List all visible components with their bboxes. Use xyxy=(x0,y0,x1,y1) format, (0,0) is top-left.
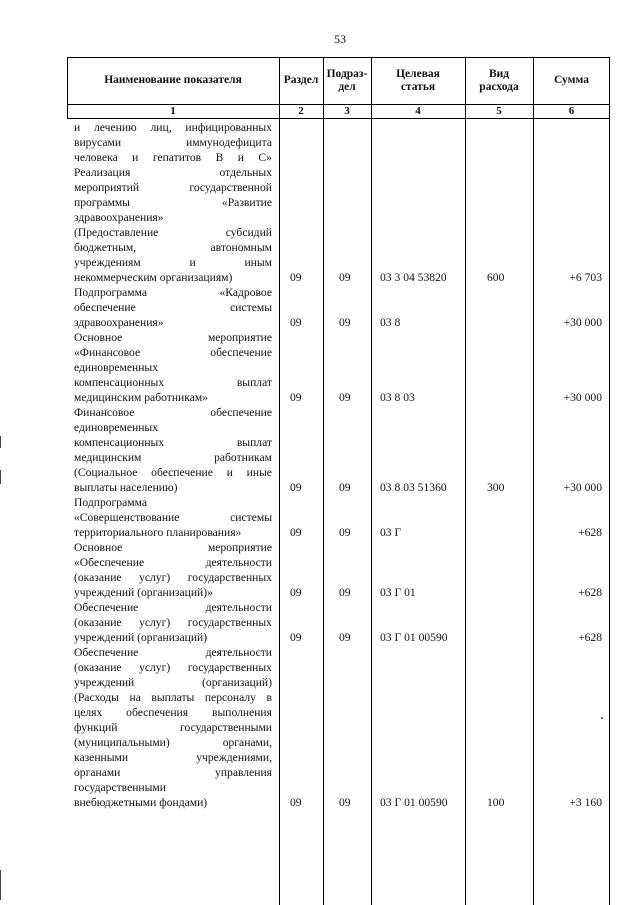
row-razdel: 09 xyxy=(290,586,302,599)
row-name-line: Финансовое обеспечение xyxy=(74,406,272,419)
row-name-line: (оказание услуг) государственных xyxy=(74,571,272,584)
row-podrazdel: 09 xyxy=(339,586,351,599)
column-divider xyxy=(465,57,466,905)
row-expense-type: 600 xyxy=(487,271,505,284)
row-razdel: 09 xyxy=(290,271,302,284)
row-name-line: внебюджетными фондами) xyxy=(74,796,208,809)
scan-speck xyxy=(601,717,603,719)
row-name-line: целях обеспечения выполнения xyxy=(74,706,272,719)
row-name-line: (Предоставление субсидий xyxy=(74,226,272,239)
row-name-line: программы «Развитие xyxy=(74,196,272,209)
margin-mark xyxy=(0,470,1,484)
row-name-line: (Расходы на выплаты персоналу в xyxy=(74,691,272,704)
row-podrazdel: 09 xyxy=(339,631,351,644)
row-name-line: вирусами иммунодефицита xyxy=(74,136,272,149)
row-razdel: 09 xyxy=(290,631,302,644)
row-name-line: учреждений (организаций) xyxy=(74,676,272,689)
row-podrazdel: 09 xyxy=(339,526,351,539)
row-razdel: 09 xyxy=(290,481,302,494)
row-podrazdel: 09 xyxy=(339,796,351,809)
row-name-line: территориального планирования» xyxy=(74,526,242,539)
row-razdel: 09 xyxy=(290,526,302,539)
row-name-line: Реализация отдельных xyxy=(74,166,272,179)
row-name-line: учреждениям и иным xyxy=(74,256,272,269)
row-name-line: медицинским работникам xyxy=(74,451,272,464)
header-podrazdel: Подраз- дел xyxy=(326,67,368,93)
row-razdel: 09 xyxy=(290,316,302,329)
margin-mark xyxy=(0,436,1,448)
row-name-line: органами управления xyxy=(74,766,272,779)
row-name-line: единовременных xyxy=(74,361,158,374)
row-expense-type: 300 xyxy=(487,481,505,494)
header-sum: Сумма xyxy=(554,74,589,86)
row-razdel: 09 xyxy=(290,796,302,809)
margin-mark xyxy=(0,870,1,900)
column-number: 4 xyxy=(415,105,421,117)
row-amount: +30 000 xyxy=(563,391,602,404)
row-amount: +628 xyxy=(578,631,602,644)
row-target-article: 03 8 03 51360 xyxy=(380,481,447,494)
row-name-line: государственными xyxy=(74,781,166,794)
row-name-line: некоммерческим организациям) xyxy=(74,271,233,284)
row-name-line: (Социальное обеспечение и иные xyxy=(74,466,272,479)
row-amount: +628 xyxy=(578,526,602,539)
row-name-line: Обеспечение деятельности xyxy=(74,646,272,659)
row-name-line: здравоохранения» xyxy=(74,211,164,224)
row-name-line: (муниципальными) органами, xyxy=(74,736,272,749)
row-target-article: 03 8 03 xyxy=(380,391,415,404)
header-razdel: Раздел xyxy=(283,74,319,86)
row-name-line: мероприятий государственной xyxy=(74,181,272,194)
row-target-article: 03 8 xyxy=(380,316,401,329)
row-name-line: компенсационных выплат xyxy=(74,436,272,449)
numbers-divider xyxy=(67,118,610,119)
row-name-line: функций государственными xyxy=(74,721,272,734)
row-name-line: «Обеспечение деятельности xyxy=(74,556,272,569)
row-target-article: 03 Г xyxy=(380,526,402,539)
column-number: 3 xyxy=(344,105,350,117)
row-amount: +3 160 xyxy=(569,796,602,809)
row-name-line: казенными учреждениями, xyxy=(74,751,272,764)
row-amount: +30 000 xyxy=(563,481,602,494)
row-name-line: Основное мероприятие xyxy=(74,541,272,554)
header-name: Наименование показателя xyxy=(104,74,242,86)
row-expense-type: 100 xyxy=(487,796,505,809)
row-target-article: 03 Г 01 xyxy=(380,586,416,599)
row-name-line: здравоохранения» xyxy=(74,316,164,329)
budget-table xyxy=(67,57,610,905)
row-name-line: обеспечение системы xyxy=(74,301,272,314)
row-podrazdel: 09 xyxy=(339,271,351,284)
column-number: 5 xyxy=(496,105,502,117)
column-divider xyxy=(533,57,534,905)
row-name-line: Основное мероприятие xyxy=(74,331,272,344)
column-divider xyxy=(323,57,324,905)
row-target-article: 03 3 04 53820 xyxy=(380,271,447,284)
row-target-article: 03 Г 01 00590 xyxy=(380,631,448,644)
row-amount: +628 xyxy=(578,586,602,599)
row-name-line: учреждений (организаций) xyxy=(74,631,208,644)
row-amount: +6 703 xyxy=(569,271,602,284)
column-divider xyxy=(609,57,610,905)
row-name-line: Подпрограмма xyxy=(74,496,147,509)
row-name-line: «Совершенствование системы xyxy=(74,511,272,524)
row-name-line: Обеспечение деятельности xyxy=(74,601,272,614)
row-razdel: 09 xyxy=(290,391,302,404)
row-name-line: Подпрограмма «Кадровое xyxy=(74,286,272,299)
row-name-line: бюджетным, автономным xyxy=(74,241,272,254)
row-target-article: 03 Г 01 00590 xyxy=(380,796,448,809)
row-name-line: компенсационных выплат xyxy=(74,376,272,389)
row-podrazdel: 09 xyxy=(339,391,351,404)
column-number: 2 xyxy=(298,105,304,117)
row-name-line: человека и гепатитов В и С» xyxy=(74,151,272,164)
row-name-line: (оказание услуг) государственных xyxy=(74,661,272,674)
row-name-line: выплаты населению) xyxy=(74,481,178,494)
column-number: 1 xyxy=(170,105,176,117)
page-number: 53 xyxy=(334,32,346,46)
row-name-line: медицинским работникам» xyxy=(74,391,208,404)
column-divider xyxy=(371,57,372,905)
row-name-line: и лечению лиц, инфицированных xyxy=(74,121,272,134)
header-target: Целевая статья xyxy=(396,67,440,93)
row-name-line: учреждений (организаций)» xyxy=(74,586,213,599)
row-name-line: единовременных xyxy=(74,421,158,434)
row-podrazdel: 09 xyxy=(339,316,351,329)
row-podrazdel: 09 xyxy=(339,481,351,494)
row-name-line: «Финансовое обеспечение xyxy=(74,346,272,359)
header-vid: Вид расхода xyxy=(479,67,519,93)
column-divider xyxy=(279,57,280,905)
column-number: 6 xyxy=(568,105,575,117)
row-amount: +30 000 xyxy=(563,316,602,329)
row-name-line: (оказание услуг) государственных xyxy=(74,616,272,629)
